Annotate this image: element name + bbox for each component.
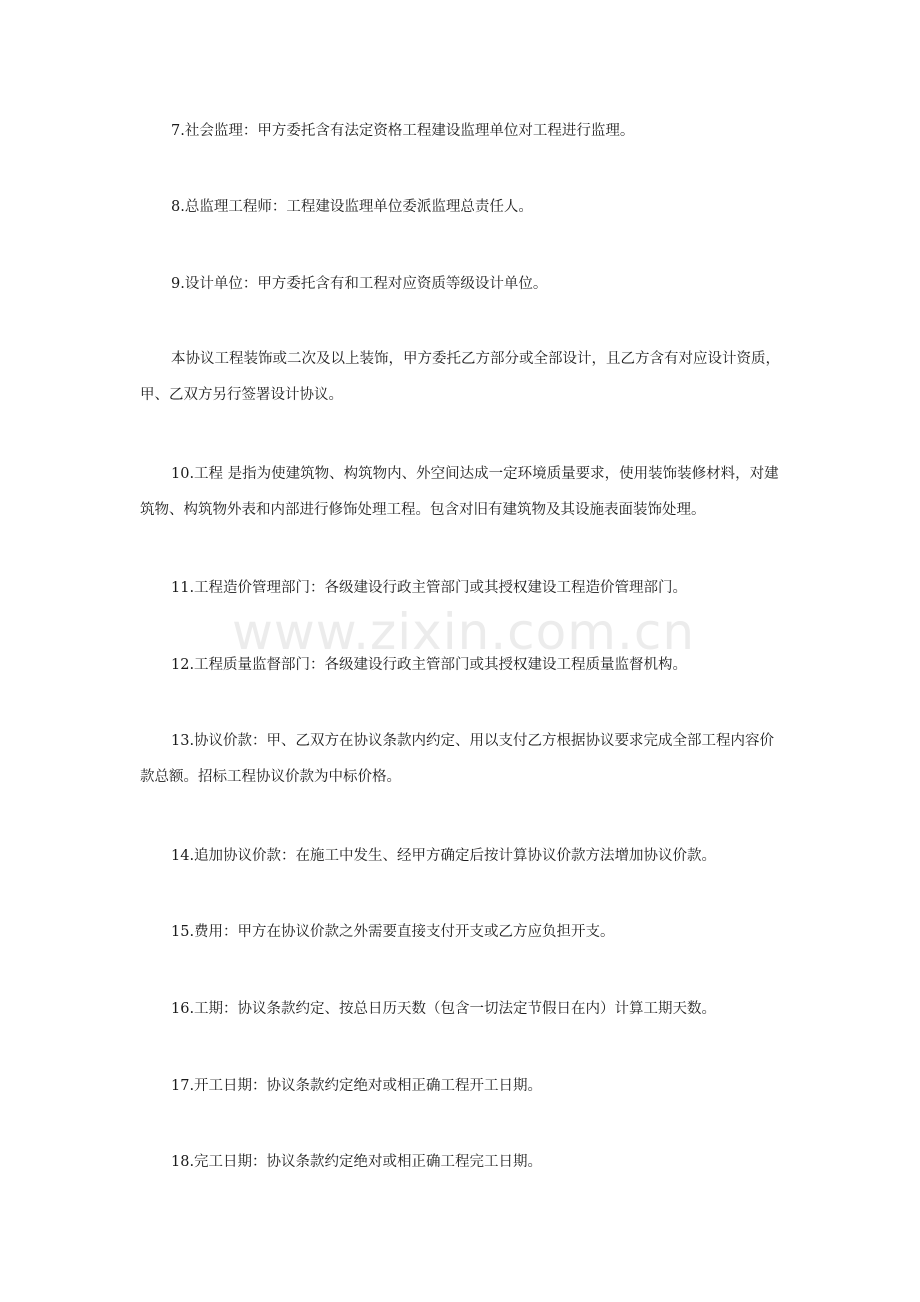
paragraph-text: 本协议工程装饰或二次及以上装饰，甲方委托乙方部分或全部设计，且乙方含有对应设计资质，甲、乙双方另行签署设计协议。 bbox=[140, 351, 780, 403]
paragraph-text: 8.总监理工程师：工程建设监理单位委派监理总责任人。 bbox=[171, 199, 533, 215]
paragraph-text: 17.开工日期：协议条款约定绝对或相正确工程开工日期。 bbox=[171, 1078, 543, 1094]
paragraph-text: 18.完工日期：协议条款约定绝对或相正确工程完工日期。 bbox=[171, 1154, 543, 1170]
paragraph-text: 15.费用：甲方在协议价款之外需要直接支付开支或乙方应负担开支。 bbox=[171, 924, 615, 940]
paragraph-text: 7.社会监理：甲方委托含有法定资格工程建设监理单位对工程进行监理。 bbox=[171, 123, 635, 139]
paragraph-item-12 bbox=[140, 647, 785, 683]
paragraph-text: 14.追加协议价款：在施工中发生、经甲方确定后按计算协议价款方法增加协议价款。 bbox=[171, 848, 717, 864]
watermark: www.zixin.com.cn bbox=[232, 603, 696, 661]
paragraph-item-14 bbox=[140, 838, 785, 874]
paragraph-item-8 bbox=[140, 189, 785, 225]
paragraph-text: 13.协议价款：甲、乙双方在协议条款内约定、用以支付乙方根据协议要求完成全部工程内容价款总额。招标工程协议价款为中标价格。 bbox=[140, 733, 775, 785]
paragraph-item-17 bbox=[140, 1068, 785, 1104]
paragraph-design-agreement bbox=[140, 341, 785, 413]
paragraph-text: 10.工程 是指为使建筑物、构筑物内、外空间达成一定环境质量要求，使用装饰装修材料，对建筑物、构筑物外表和内部进行修饰处理工程。包含对旧有建筑物及其设施表面装饰处理。 bbox=[140, 466, 779, 518]
paragraph-item-16 bbox=[140, 991, 785, 1027]
paragraph-text: 12.工程质量监督部门：各级建设行政主管部门或其授权建设工程质量监督机构。 bbox=[171, 657, 688, 673]
paragraph-item-15 bbox=[140, 914, 785, 950]
paragraph-text: 9.设计单位：甲方委托含有和工程对应资质等级设计单位。 bbox=[171, 276, 548, 292]
paragraph-item-9 bbox=[140, 266, 785, 302]
paragraph-item-18 bbox=[140, 1144, 785, 1180]
paragraph-item-11 bbox=[140, 570, 785, 606]
paragraph-item-13 bbox=[140, 723, 785, 795]
paragraph-item-10 bbox=[140, 456, 785, 528]
paragraph-text: 16.工期：协议条款约定、按总日历天数（包含一切法定节假日在内）计算工期天数。 bbox=[171, 1001, 717, 1017]
paragraph-text: 11.工程造价管理部门：各级建设行政主管部门或其授权建设工程造价管理部门。 bbox=[171, 580, 688, 596]
paragraph-item-7 bbox=[140, 113, 785, 149]
